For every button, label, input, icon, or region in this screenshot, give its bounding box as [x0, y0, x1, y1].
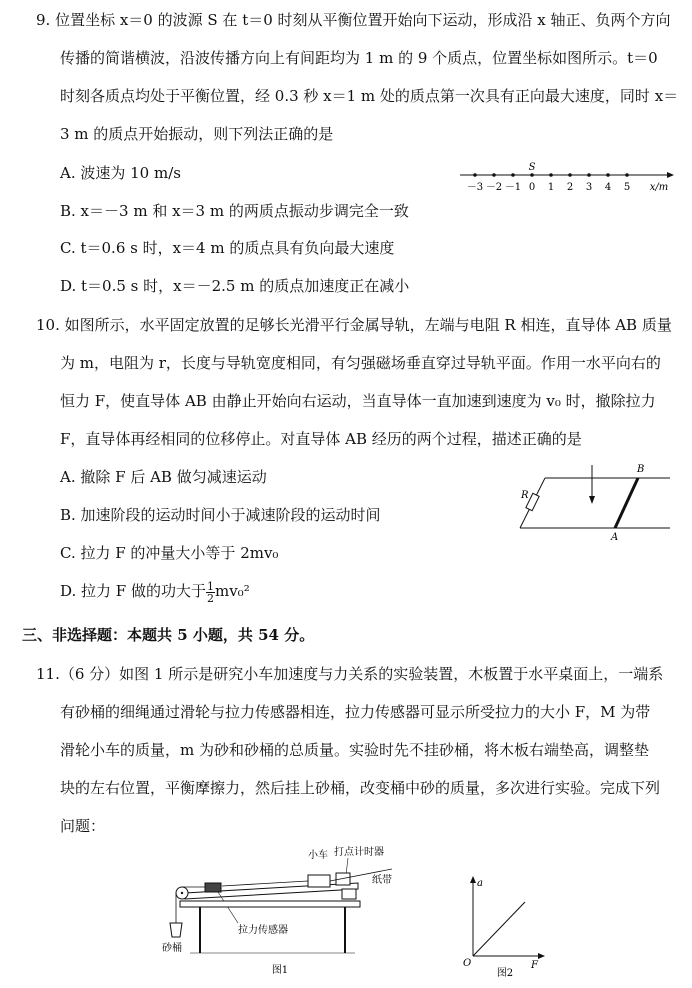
point-3 — [587, 173, 591, 177]
q9-line-3: 时刻各质点均处于平衡位置，经 0.3 秒 x＝1 m 处的质点第一次具有正向最大速度，同时 x＝ — [60, 87, 679, 105]
tape-label: 纸带 — [372, 875, 392, 886]
y-axis-label: a — [477, 878, 483, 889]
q11-figure-2 — [455, 872, 550, 980]
section-3-heading: 三、非选择题：本题共 5 小题，共 54 分。 — [22, 626, 315, 644]
point-m3 — [473, 173, 477, 177]
bucket-label: 砂桶 — [162, 943, 182, 954]
axis-unit-label: x/m — [649, 182, 669, 193]
support-block — [342, 889, 356, 899]
q9-axis-figure — [455, 160, 680, 195]
fraction-numerator: 1 — [206, 579, 214, 593]
tick-label-5: 5 — [623, 182, 631, 193]
q11-line-1: 11.（6 分）如图 1 所示是研究小车加速度与力关系的实验装置，木板置于水平桌面上，一端系 — [36, 665, 664, 683]
timer — [336, 873, 350, 885]
graph-line — [473, 902, 525, 956]
x-axis-arrow-icon — [538, 953, 545, 959]
rod-label-b: B — [637, 464, 645, 475]
q10-rail-figure — [515, 460, 675, 545]
q11-figure-1 — [160, 845, 420, 980]
cart — [308, 875, 330, 887]
q10-option-a: A. 撤除 F 后 AB 做匀减速运动 — [60, 468, 267, 486]
sand-bucket — [170, 923, 182, 937]
point-0 — [530, 173, 534, 177]
q9-line-1: 9. 位置坐标 x＝0 的波源 S 在 t＝0 时刻从平衡位置开始向下运动，形成沿 x 轴正、负两个方向 — [36, 11, 671, 29]
tick-label-m3: －3 — [466, 182, 484, 193]
q10-option-d-suffix: mv₀² — [214, 582, 250, 600]
fraction-denominator: 2 — [206, 591, 214, 605]
q11-line-2: 有砂桶的细绳通过滑轮与拉力传感器相连，拉力传感器可显示所受拉力的大小 F，M 为带 — [60, 703, 651, 721]
timer-label: 打点计时器 — [334, 847, 384, 858]
q11-line-4: 块的左右位置，平衡摩擦力，然后挂上砂桶，改变桶中砂的质量，多次进行实验。完成下列 — [60, 779, 661, 797]
fraction-half — [206, 581, 215, 604]
rod-label-a: A — [611, 532, 619, 543]
q9-option-d: D. t＝0.5 s 时，x＝－2.5 m 的质点加速度正在减小 — [60, 277, 410, 295]
q9-option-a: A. 波速为 10 m/s — [60, 164, 181, 182]
tick-label-1: 1 — [547, 182, 555, 193]
cart-label: 小车 — [308, 850, 328, 861]
point-4 — [606, 173, 610, 177]
q10-line-1: 10. 如图所示，水平固定放置的足够长光滑平行金属导轨，左端与电阻 R 相连，直导体 AB 质量 — [36, 316, 672, 334]
q10-line-3: 恒力 F，使直导体 AB 由静止开始向右运动，当直导体一直加速到速度为 v₀ 时，撤除拉力 — [60, 392, 656, 410]
source-label: S — [528, 162, 536, 173]
tick-label-0: 0 — [528, 182, 536, 193]
tick-label-m2: －2 — [485, 182, 503, 193]
point-m2 — [492, 173, 496, 177]
q11-line-5: 问题： — [60, 817, 106, 835]
q9-option-b: B. x＝－3 m 和 x＝3 m 的两质点振动步调完全一致 — [60, 202, 409, 220]
down-arrow-icon — [589, 496, 595, 504]
y-axis-arrow-icon — [470, 876, 476, 883]
tick-label-3: 3 — [585, 182, 593, 193]
q10-option-d — [60, 576, 250, 606]
q9-line-2: 传播的简谐横波，沿波传播方向上有间距均为 1 m 的 9 个质点，位置坐标如图所示。t＝0 — [60, 49, 658, 67]
fig2-caption: 图2 — [496, 968, 514, 979]
table-top — [180, 901, 360, 907]
point-5 — [625, 173, 629, 177]
conductor-rod — [615, 478, 638, 528]
point-1 — [549, 173, 553, 177]
q10-line-4: F，直导体再经相同的位移停止。对直导体 AB 经历的两个过程，描述正确的是 — [60, 430, 582, 448]
string-top — [222, 881, 308, 886]
point-2 — [568, 173, 572, 177]
point-m1 — [511, 173, 515, 177]
timer-leader — [346, 858, 348, 875]
force-sensor — [205, 883, 221, 892]
tick-label-2: 2 — [566, 182, 574, 193]
q11-line-3: 滑轮小车的质量，m 为砂和砂桶的总质量。实验时先不挂砂桶，将木板右端垫高，调整垫 — [60, 741, 649, 759]
fig1-caption: 图1 — [271, 965, 289, 976]
sensor-label: 拉力传感器 — [238, 925, 288, 936]
resistor-label: R — [521, 490, 529, 501]
q9-option-c: C. t＝0.6 s 时，x＝4 m 的质点具有负向最大速度 — [60, 239, 395, 257]
x-axis-arrow-icon — [667, 172, 674, 178]
pulley-axle — [181, 892, 183, 894]
q10-line-2: 为 m，电阻为 r，长度与导轨宽度相同，有匀强磁场垂直穿过导轨平面。作用一水平向右的 — [60, 354, 661, 372]
q10-option-b: B. 加速阶段的运动时间小于减速阶段的运动时间 — [60, 506, 381, 524]
x-axis-label: F — [531, 960, 538, 971]
q9-line-4: 3 m 的质点开始振动，则下列法正确的是 — [60, 125, 334, 143]
origin-label: O — [463, 958, 472, 969]
q10-option-d-prefix: D. 拉力 F 做的功大于 — [60, 582, 206, 600]
tick-label-4: 4 — [604, 182, 612, 193]
q10-option-c: C. 拉力 F 的冲量大小等于 2mv₀ — [60, 544, 279, 562]
tick-label-m1: －1 — [504, 182, 522, 193]
